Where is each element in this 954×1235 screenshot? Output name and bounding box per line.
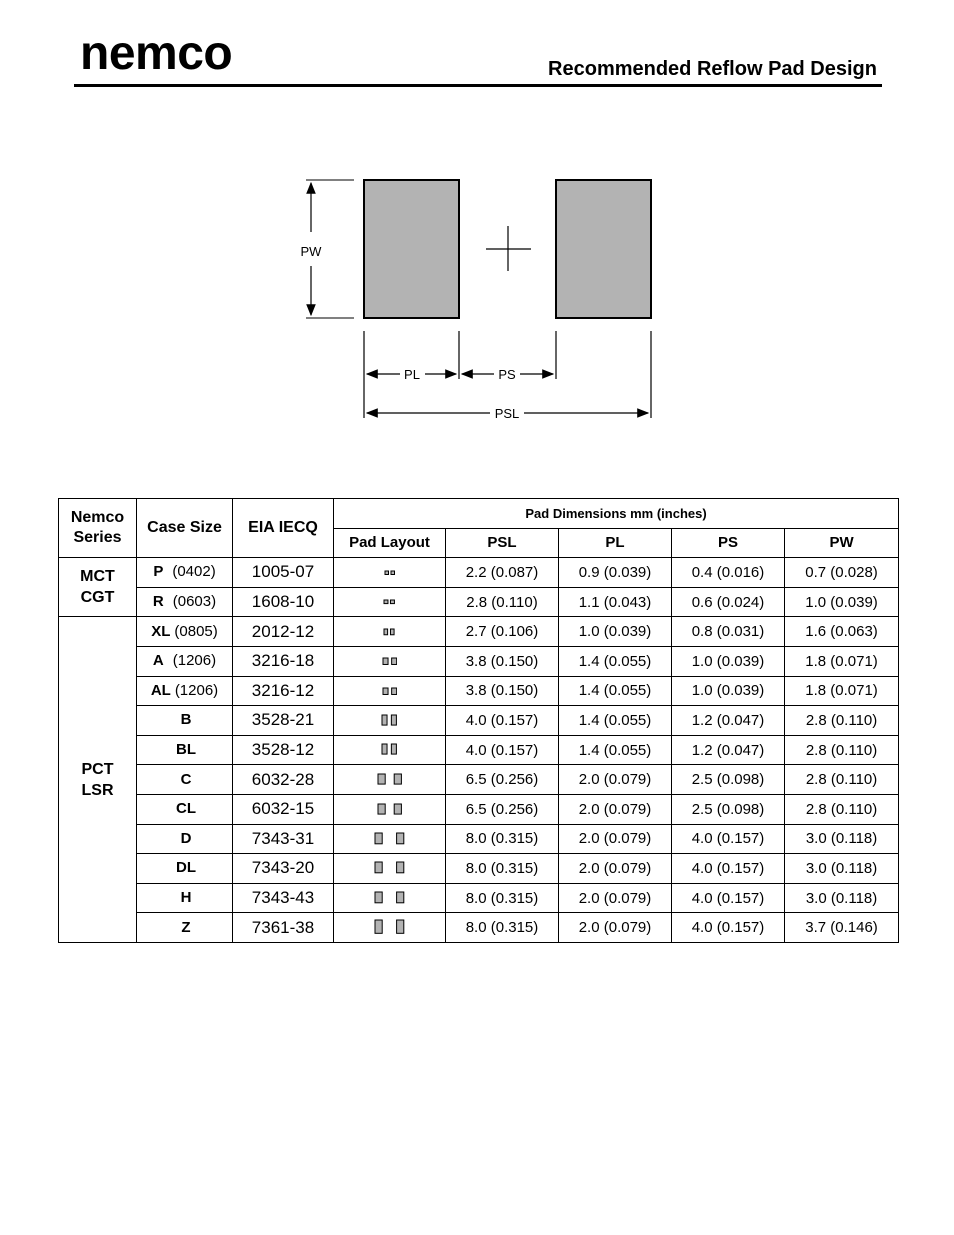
case-size-cell — [137, 558, 233, 588]
case-size-cell — [137, 765, 233, 795]
psl-cell: 8.0 (0.315) — [446, 913, 559, 943]
eia-cell: 3528-12 — [233, 735, 334, 765]
pad-layout-icon — [381, 714, 397, 726]
table-row — [59, 617, 899, 647]
pl-cell: 2.0 (0.079) — [559, 913, 672, 943]
pad-left-icon — [384, 629, 388, 635]
series-name: LSR — [81, 781, 114, 799]
psl-cell: 3.8 (0.150) — [446, 676, 559, 706]
header-pad-dimensions: Pad Dimensions mm (inches) — [334, 499, 899, 529]
case-code: A — [152, 652, 164, 670]
case-code: H — [180, 889, 192, 907]
case-size-cell — [137, 706, 233, 736]
pad-layout-icon — [377, 773, 402, 785]
pw-cell: 0.7 (0.028) — [785, 558, 899, 588]
case-code: BL — [176, 741, 196, 759]
nemco-logo: nemco — [80, 27, 233, 80]
ps-cell: 0.4 (0.016) — [672, 558, 785, 588]
eia-cell: 7361-38 — [233, 913, 334, 943]
pw-cell: 2.8 (0.110) — [785, 765, 899, 795]
pl-cell: 1.4 (0.055) — [559, 735, 672, 765]
pad-layout-cell — [334, 706, 446, 736]
pad-layout-icon — [374, 891, 405, 904]
eia-cell: 6032-15 — [233, 794, 334, 824]
pad-left-icon — [378, 774, 385, 784]
ps-label: PS — [498, 367, 516, 382]
pad-right-icon — [392, 715, 397, 725]
case-code: P — [153, 563, 164, 581]
psl-cell: 8.0 (0.315) — [446, 824, 559, 854]
case-code: CL — [176, 800, 196, 818]
eia-cell: 1005-07 — [233, 558, 334, 588]
header-series: Nemco Series — [59, 499, 137, 558]
pad-left-icon — [385, 571, 389, 575]
pl-cell: 2.0 (0.079) — [559, 854, 672, 884]
pw-cell: 2.8 (0.110) — [785, 706, 899, 736]
ps-cell: 4.0 (0.157) — [672, 913, 785, 943]
psl-cell: 6.5 (0.256) — [446, 765, 559, 795]
case-size-cell — [137, 587, 233, 617]
ps-cell: 0.8 (0.031) — [672, 617, 785, 647]
ps-cell: 1.2 (0.047) — [672, 706, 785, 736]
header-pl: PL — [559, 528, 672, 558]
psl-cell: 8.0 (0.315) — [446, 883, 559, 913]
ps-cell: 1.0 (0.039) — [672, 676, 785, 706]
table-body — [59, 558, 899, 943]
table-row — [59, 706, 899, 736]
case-size-cell — [137, 617, 233, 647]
psl-cell: 2.7 (0.106) — [446, 617, 559, 647]
psl-label: PSL — [494, 406, 520, 421]
header-pad-layout: Pad Layout — [334, 528, 446, 558]
pad-right-icon — [391, 658, 396, 664]
eia-cell: 6032-28 — [233, 765, 334, 795]
pad-layout-icon — [377, 803, 402, 815]
ps-cell: 4.0 (0.157) — [672, 854, 785, 884]
case-inch-size: (1206) — [174, 681, 219, 699]
ps-cell: 4.0 (0.157) — [672, 883, 785, 913]
pad-layout-icon — [374, 919, 405, 934]
case-size-cell — [137, 794, 233, 824]
ps-cell: 2.5 (0.098) — [672, 765, 785, 795]
pad-layout-cell — [334, 676, 446, 706]
psl-cell: 4.0 (0.157) — [446, 735, 559, 765]
eia-cell: 7343-20 — [233, 854, 334, 884]
series-cell — [59, 617, 137, 943]
pad-layout-cell — [334, 883, 446, 913]
psl-cell: 2.8 (0.110) — [446, 587, 559, 617]
pad-layout-cell — [334, 587, 446, 617]
table-row — [59, 646, 899, 676]
pad-right-icon — [397, 892, 404, 903]
eia-cell: 1608-10 — [233, 587, 334, 617]
eia-cell: 7343-43 — [233, 883, 334, 913]
eia-cell: 3216-12 — [233, 676, 334, 706]
ps-cell: 0.6 (0.024) — [672, 587, 785, 617]
pad-right-icon — [391, 629, 395, 635]
pl-label: PL — [404, 367, 420, 382]
pad-left-icon — [384, 600, 388, 604]
pl-cell: 2.0 (0.079) — [559, 765, 672, 795]
pad-right-icon — [397, 833, 404, 844]
case-size-cell — [137, 883, 233, 913]
table-row — [59, 883, 899, 913]
eia-cell: 7343-31 — [233, 824, 334, 854]
pw-cell: 2.8 (0.110) — [785, 794, 899, 824]
center-crosshair — [486, 226, 531, 271]
pad-layout-icon — [382, 657, 398, 665]
pw-cell: 1.8 (0.071) — [785, 646, 899, 676]
pad-layout-cell — [334, 765, 446, 795]
pw-cell: 1.6 (0.063) — [785, 617, 899, 647]
table-row — [59, 587, 899, 617]
header-eia-iecq: EIA IECQ — [233, 499, 334, 558]
pw-label: PW — [300, 244, 322, 259]
pad-right-icon — [394, 774, 401, 784]
pw-cell: 2.8 (0.110) — [785, 735, 899, 765]
pad-left-icon — [375, 892, 382, 903]
psl-cell: 4.0 (0.157) — [446, 706, 559, 736]
pad-layout-icon — [382, 687, 398, 695]
series-cell — [59, 558, 137, 617]
table-row — [59, 794, 899, 824]
pad-left-icon — [383, 688, 388, 694]
pad-layout-icon — [381, 743, 397, 755]
pad-layout-icon — [374, 832, 405, 845]
pad-layout-cell — [334, 646, 446, 676]
pad-dimension-diagram — [0, 0, 954, 460]
psl-cell: 3.8 (0.150) — [446, 646, 559, 676]
pw-cell: 1.8 (0.071) — [785, 676, 899, 706]
series-name: MCT — [80, 568, 115, 586]
ps-cell: 1.2 (0.047) — [672, 735, 785, 765]
case-code: Z — [181, 918, 191, 936]
case-size-cell — [137, 854, 233, 884]
header-pw: PW — [785, 528, 899, 558]
case-code: C — [180, 770, 192, 788]
case-size-cell — [137, 913, 233, 943]
pad-layout-cell — [334, 558, 446, 588]
left-pad — [364, 180, 459, 318]
case-code: XL — [151, 622, 171, 640]
pad-right-icon — [397, 920, 404, 933]
series-name: CGT — [80, 589, 115, 607]
table-row — [59, 765, 899, 795]
pl-cell: 2.0 (0.079) — [559, 794, 672, 824]
pw-cell: 3.0 (0.118) — [785, 854, 899, 884]
case-size-cell — [137, 646, 233, 676]
table-row — [59, 676, 899, 706]
psl-cell: 8.0 (0.315) — [446, 854, 559, 884]
ps-dimension — [462, 367, 553, 382]
case-inch-size: (0805) — [174, 622, 218, 640]
header-psl: PSL — [446, 528, 559, 558]
pad-left-icon — [383, 658, 388, 664]
case-size-cell — [137, 824, 233, 854]
pad-right-icon — [391, 688, 396, 694]
pl-cell: 2.0 (0.079) — [559, 824, 672, 854]
table-row — [59, 913, 899, 943]
pw-cell: 1.0 (0.039) — [785, 587, 899, 617]
case-code: D — [180, 829, 192, 847]
pl-cell: 1.4 (0.055) — [559, 676, 672, 706]
case-inch-size: (0402) — [172, 563, 216, 581]
psl-dimension — [367, 406, 648, 421]
pw-dimension — [301, 180, 354, 318]
pad-right-icon — [391, 571, 395, 575]
pad-layout-cell — [334, 824, 446, 854]
pad-right-icon — [394, 804, 401, 814]
ps-cell: 4.0 (0.157) — [672, 824, 785, 854]
psl-cell: 2.2 (0.087) — [446, 558, 559, 588]
pad-layout-icon — [383, 599, 395, 605]
pl-cell: 1.4 (0.055) — [559, 646, 672, 676]
pad-layout-icon — [374, 861, 405, 874]
pad-layout-cell — [334, 913, 446, 943]
pad-layout-icon — [384, 570, 396, 576]
eia-cell: 3528-21 — [233, 706, 334, 736]
pad-left-icon — [378, 804, 385, 814]
pad-left-icon — [382, 715, 387, 725]
pw-cell: 3.0 (0.118) — [785, 824, 899, 854]
case-size-cell — [137, 735, 233, 765]
series-name: PCT — [81, 760, 114, 778]
pad-left-icon — [375, 833, 382, 844]
table-header — [59, 499, 899, 558]
psl-cell: 6.5 (0.256) — [446, 794, 559, 824]
pad-layout-cell — [334, 617, 446, 647]
pl-cell: 2.0 (0.079) — [559, 883, 672, 913]
case-size-cell — [137, 676, 233, 706]
pad-right-icon — [392, 744, 397, 754]
pad-left-icon — [382, 744, 387, 754]
case-inch-size: (0603) — [172, 593, 217, 611]
pad-layout-cell — [334, 854, 446, 884]
pw-cell: 3.0 (0.118) — [785, 883, 899, 913]
case-code: DL — [176, 859, 196, 877]
table-row — [59, 824, 899, 854]
table-row — [59, 735, 899, 765]
pw-cell: 3.7 (0.146) — [785, 913, 899, 943]
pl-cell: 1.4 (0.055) — [559, 706, 672, 736]
pad-right-icon — [397, 862, 404, 873]
header-case-size: Case Size — [137, 499, 233, 558]
pad-left-icon — [375, 920, 382, 933]
pad-layout-cell — [334, 735, 446, 765]
case-code: B — [180, 711, 192, 729]
right-pad — [556, 180, 651, 318]
pl-cell: 1.1 (0.043) — [559, 587, 672, 617]
page-title: Recommended Reflow Pad Design — [548, 58, 877, 80]
pad-right-icon — [391, 600, 395, 604]
case-inch-size: (1206) — [172, 652, 217, 670]
pad-layout-icon — [383, 628, 395, 636]
pl-cell: 1.0 (0.039) — [559, 617, 672, 647]
table-row — [59, 854, 899, 884]
case-code: AL — [150, 681, 171, 699]
case-code: R — [152, 593, 164, 611]
pad-left-icon — [375, 862, 382, 873]
table-row — [59, 558, 899, 588]
pad-layout-cell — [334, 794, 446, 824]
ps-cell: 1.0 (0.039) — [672, 646, 785, 676]
pl-dimension — [367, 367, 456, 382]
pl-cell: 0.9 (0.039) — [559, 558, 672, 588]
ps-cell: 2.5 (0.098) — [672, 794, 785, 824]
eia-cell: 3216-18 — [233, 646, 334, 676]
pad-dimensions-table — [58, 498, 899, 943]
header-ps: PS — [672, 528, 785, 558]
eia-cell: 2012-12 — [233, 617, 334, 647]
